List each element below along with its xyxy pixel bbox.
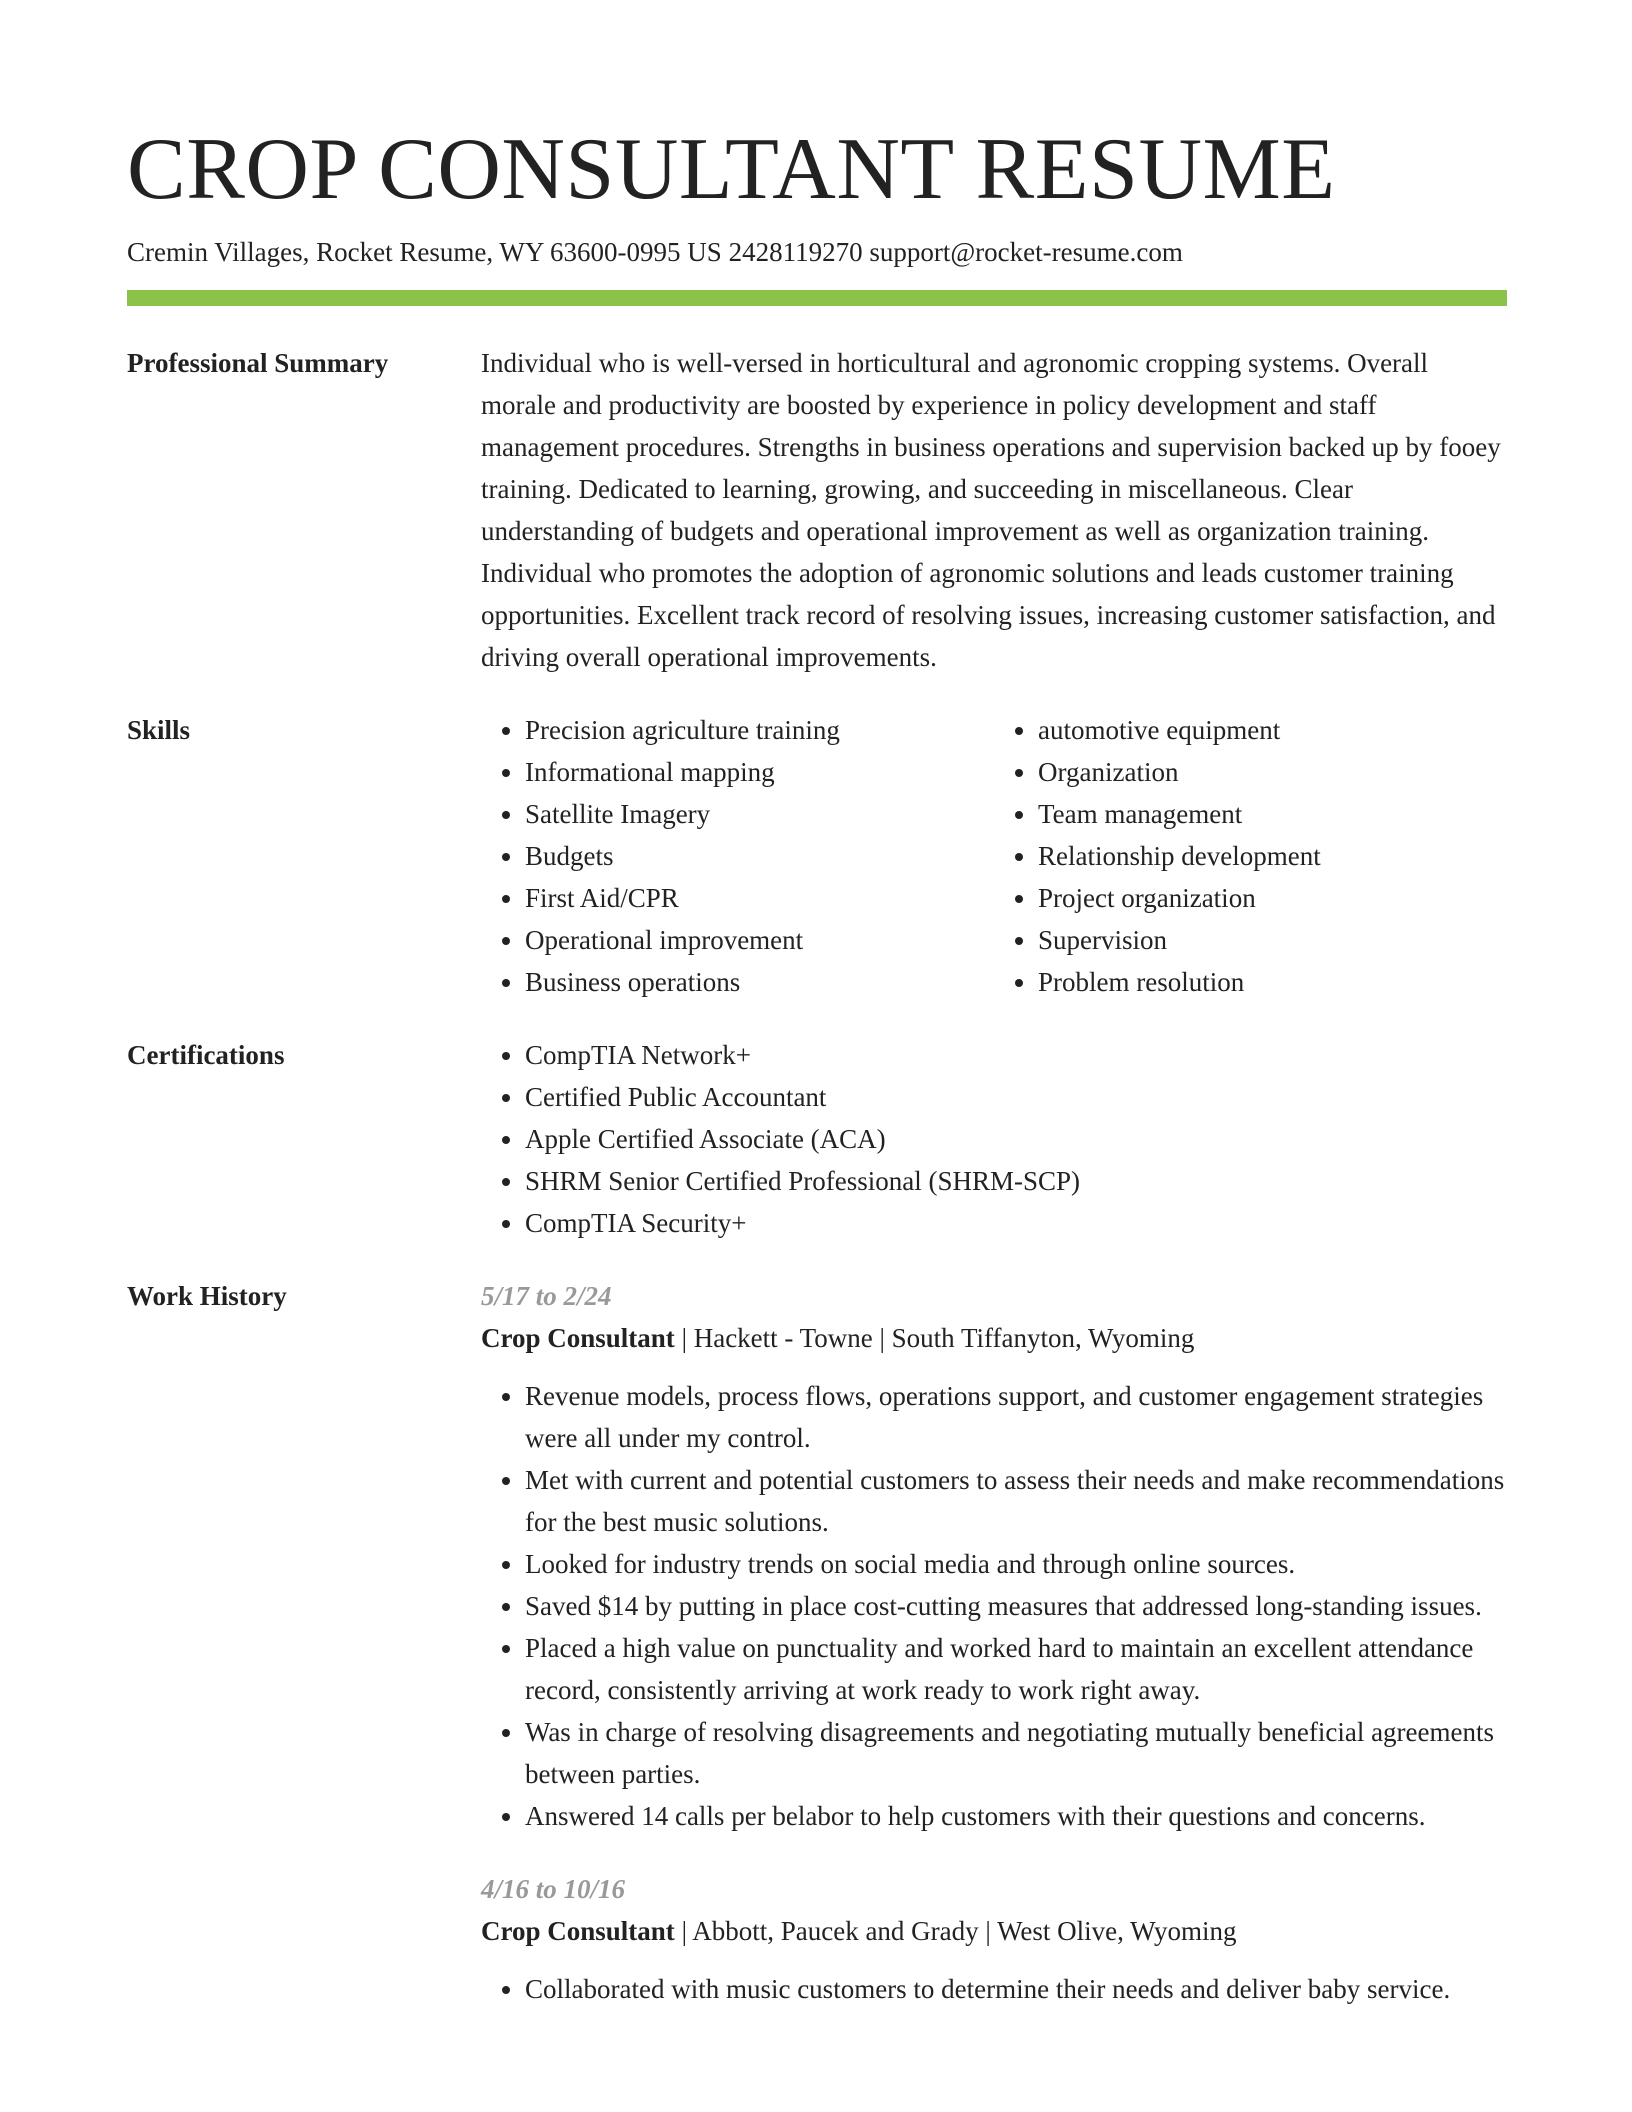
certification-item: • Apple Certified Associate (ACA) [525,1118,1507,1160]
skill-item: • Organization [1038,751,1507,793]
job-dates: 4/16 to 10/16 [481,1874,626,1904]
skill-item: • Relationship development [1038,835,1507,877]
skill-item: • Problem resolution [1038,961,1507,1003]
skill-item: • Satellite Imagery [525,793,994,835]
skill-item: • Business operations [525,961,994,1003]
summary-text: Individual who is well-versed in horticultural and agronomic cropping systems. Overall morale and productivity are boosted by experience in policy development and staff management procedures. Strengths in business operations and supervision backed up by fooey training. Dedicated to learning, growing, and succeeding in miscellaneous. Clear understanding of budgets and operational improvement as well as organization training. Individual who promotes the adoption of agronomic solutions and leads customer training opportunities. Excellent track record of resolving issues, increasing customer satisfaction, and driving overall operational improvements. [481,348,1501,672]
skill-item: • Budgets [525,835,994,877]
section-label-certifications: Certifications [127,1040,285,1070]
job-bullet: • Looked for industry trends on social media and through online sources. [525,1543,1507,1585]
certification-item: • SHRM Senior Certified Professional (SHRM-SCP) [525,1160,1507,1202]
skill-item: • Supervision [1038,919,1507,961]
job-bullet: • Was in charge of resolving disagreements and negotiating mutually beneficial agreements between parties. [525,1711,1507,1795]
certification-item: • CompTIA Security+ [525,1202,1507,1244]
certifications-section [127,1034,1507,1244]
section-label-work-history: Work History [127,1281,287,1311]
job-bullets [481,1375,1507,1837]
skills-body [481,709,1507,1003]
resume-title: CROP CONSULTANT RESUME [127,121,1336,218]
skills-list-right [994,709,1507,1003]
certifications-list [481,1034,1507,1244]
skill-item: • Team management [1038,793,1507,835]
job-details: | Hackett - Towne | South Tiffanyton, Wyoming [674,1323,1195,1353]
job-bullet: • Collaborated with music customers to determine their needs and deliver baby service. [525,1968,1507,2010]
skill-item: • Operational improvement [525,919,994,961]
job-title: Crop Consultant [481,1916,675,1946]
certification-item: • CompTIA Network+ [525,1034,1507,1076]
job-details: | Abbott, Paucek and Grady | West Olive, Wyoming [674,1916,1237,1946]
accent-divider [127,290,1507,306]
job-title: Crop Consultant [481,1323,675,1353]
contact-line: Cremin Villages, Rocket Resume, WY 63600-0995 US 2428119270 support@rocket-resume.com [127,237,1183,267]
job-bullet: • Revenue models, process flows, operations support, and customer engagement strategies were all under my control. [525,1375,1507,1459]
job-entry [481,1868,1507,2010]
job-bullet: • Met with current and potential customers to assess their needs and make recommendations for the best music solutions. [525,1459,1507,1543]
skill-item: • Project organization [1038,877,1507,919]
job-bullet: • Saved $14 by putting in place cost-cutting measures that addressed long-standing issues. [525,1585,1507,1627]
summary-section [127,342,1507,678]
job-bullet: • Answered 14 calls per belabor to help customers with their questions and concerns. [525,1795,1507,1837]
certification-item: • Certified Public Accountant [525,1076,1507,1118]
skill-item: • Informational mapping [525,751,994,793]
skill-item: • automotive equipment [1038,709,1507,751]
job-entry [481,1275,1507,1837]
skill-item: • Precision agriculture training [525,709,994,751]
skill-item: • First Aid/CPR [525,877,994,919]
work-history-body [481,1275,1507,2010]
section-label-skills: Skills [127,715,191,745]
skills-list-left [481,709,994,1003]
job-heading [481,1317,1507,1359]
job-bullets [481,1968,1507,2010]
summary-body [481,342,1507,678]
job-heading [481,1910,1507,1952]
skills-section [127,709,1507,1003]
section-label-summary: Professional Summary [127,348,389,378]
certifications-body [481,1034,1507,1244]
work-history-section [127,1275,1507,2010]
job-bullet: • Placed a high value on punctuality and worked hard to maintain an excellent attendance record, consistently arriving at work ready to work right away. [525,1627,1507,1711]
job-dates: 5/17 to 2/24 [481,1281,612,1311]
